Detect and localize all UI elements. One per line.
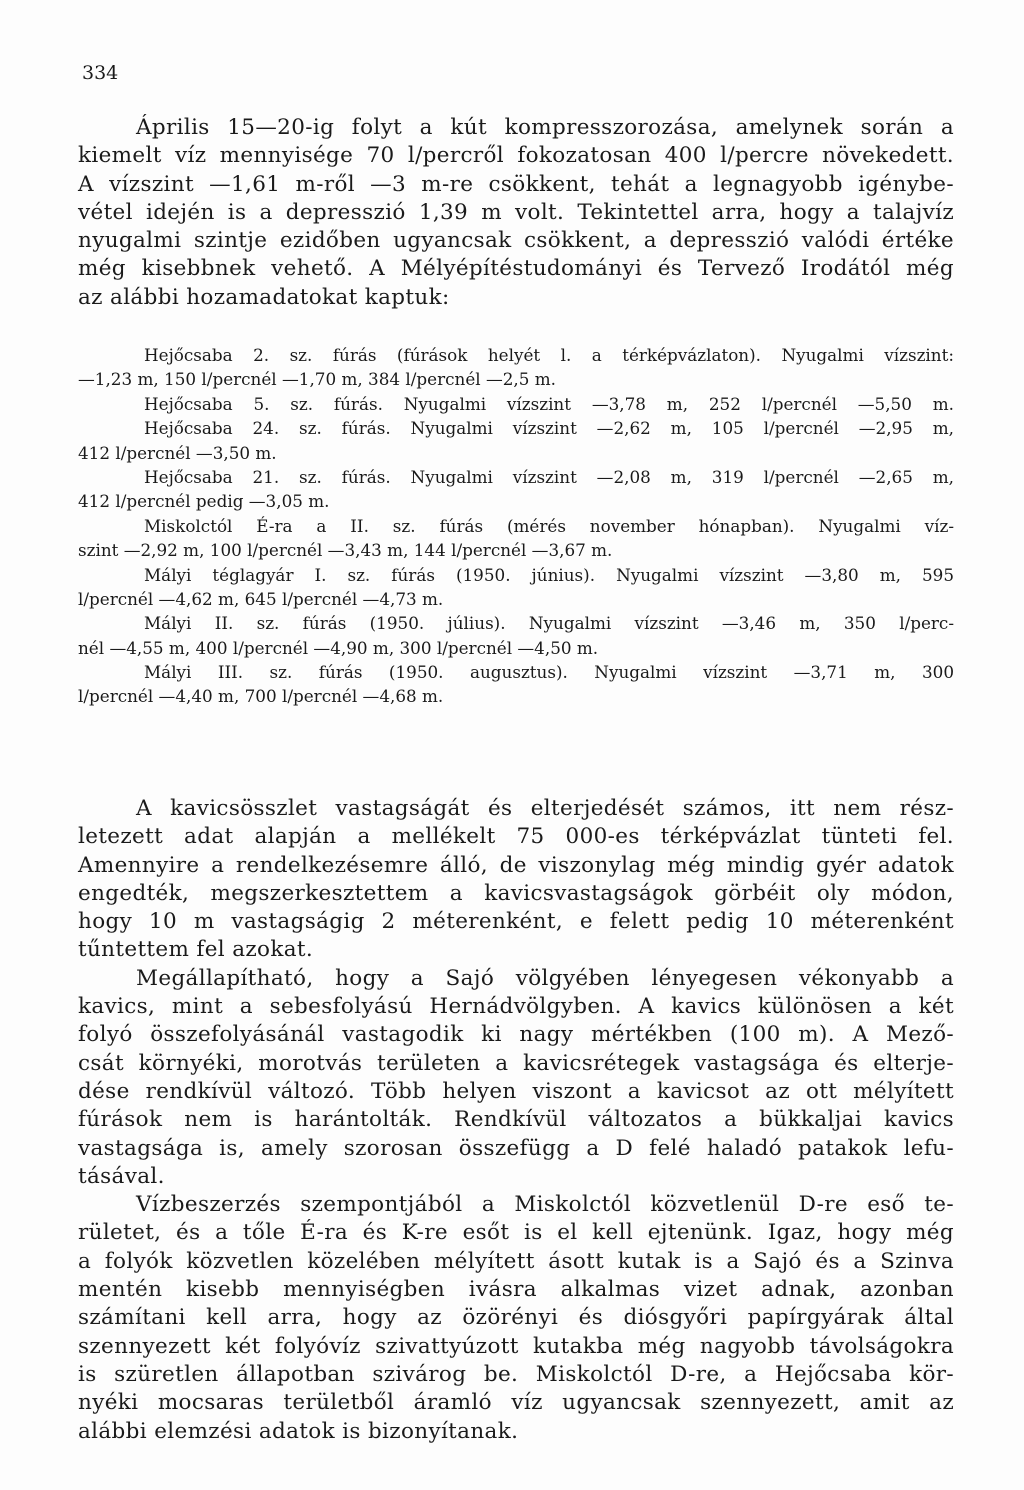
text-line: letezett adat alapján a mellékelt 75 000-es térképvázlat tünteti fel. <box>78 824 954 850</box>
text-line: is szüretlen állapotban szivárog be. Miskolctól D-re, a Hejőcsaba kör- <box>78 1361 954 1387</box>
intro-paragraph <box>78 114 954 312</box>
text-line: folyó összefolyásánál vastagodik ki nagy mértékben (100 m). A Mező- <box>78 1022 954 1048</box>
text-line: kiemelt víz mennyisége 70 l/percről fokozatosan 400 l/percre növekedett. <box>78 143 954 169</box>
text-line: nyéki mocsaras területből áramló víz ugyancsak szennyezett, amit az <box>78 1390 954 1416</box>
text-line: engedték, megszerkesztettem a kavicsvastagságok görbéit oly módon, <box>78 880 954 906</box>
text-line: Amennyire a rendelkezésemre álló, de viszonylag még mindig gyér adatok <box>78 852 954 878</box>
boring-records <box>78 343 954 709</box>
body-paragraphs <box>78 795 954 1446</box>
text-line: Mályi téglagyár I. sz. fúrás (1950. június). Nyugalmi vízszint —3,80 m, 595 <box>144 564 954 585</box>
text-line: l/percnél —4,62 m, 645 l/percnél —4,73 m. <box>78 588 444 609</box>
text-line: Hejőcsaba 24. sz. fúrás. Nyugalmi vízszint —2,62 m, 105 l/percnél —2,95 m, <box>144 418 954 439</box>
text-line: Hejőcsaba 2. sz. fúrás (fúrások helyét l. a térképvázlaton). Nyugalmi vízszint: <box>144 345 954 365</box>
page-number: 334 <box>82 62 119 84</box>
text-line: csát környéki, morotvás területen a kavicsrétegek vastagsága és elterje- <box>78 1050 954 1076</box>
text-line: mentén kisebb mennyiségben ivásra alkalmas vizet adnak, azonban <box>78 1277 954 1303</box>
text-line: dése rendkívül változó. Több helyen viszont a kavicsot az ott mélyített <box>78 1078 954 1104</box>
text-line: —1,23 m, 150 l/percnél —1,70 m, 384 l/percnél —2,5 m. <box>78 369 557 390</box>
text-line: az alábbi hozamadatokat kaptuk: <box>78 284 450 310</box>
text-line: kavics, mint a sebesfolyású Hernádvölgyben. A kavics különösen a két <box>78 994 954 1020</box>
text-line: Megállapítható, hogy a Sajó völgyében lényegesen vékonyabb a <box>136 965 954 991</box>
text-line: tűntettem fel azokat. <box>78 937 314 963</box>
text-line: 412 l/percnél —3,50 m. <box>78 442 277 463</box>
text-line: hogy 10 m vastagságig 2 méterenként, e felett pedig 10 méterenként <box>78 909 954 935</box>
text-line: számítani kell arra, hogy az özörényi és diósgyőri papírgyárak által <box>78 1305 954 1331</box>
text-line: szennyezett két folyóvíz szivattyúzott kutakba még nagyobb távolságokra <box>78 1333 954 1359</box>
text-line: 412 l/percnél pedig —3,05 m. <box>78 491 330 512</box>
text-line: Miskolctól É-ra a II. sz. fúrás (mérés november hónapban). Nyugalmi víz- <box>144 515 954 536</box>
text-line: A vízszint —1,61 m-ről —3 m-re csökkent, tehát a legnagyobb igénybe- <box>78 171 954 197</box>
text-line: l/percnél —4,40 m, 700 l/percnél —4,68 m. <box>78 686 444 707</box>
text-line: fúrások nem is harántolták. Rendkívül változatos a bükkaljai kavics <box>78 1107 954 1133</box>
text-line: nél —4,55 m, 400 l/percnél —4,90 m, 300 l/percnél —4,50 m. <box>78 637 599 658</box>
text-line: Április 15—20-ig folyt a kút kompresszorozása, amelynek során a <box>136 115 954 140</box>
text-line: nyugalmi szintje ezidőben ugyancsak csökkent, a depresszió valódi értéke <box>78 228 954 254</box>
text-line: tásával. <box>78 1163 165 1189</box>
text-line: rületet, és a tőle É-ra és K-re esőt is el kell ejtenünk. Igaz, hogy még <box>78 1220 954 1246</box>
text-line: Vízbeszerzés szempontjából a Miskolctól közvetlenül D-re eső te- <box>136 1192 954 1218</box>
text-line: Hejőcsaba 5. sz. fúrás. Nyugalmi vízszint —3,78 m, 252 l/percnél —5,50 m. <box>144 393 954 414</box>
text-line: vétel idején is a depresszió 1,39 m volt. Tekintettel arra, hogy a talajvíz <box>78 199 954 225</box>
text-line: szint —2,92 m, 100 l/percnél —3,43 m, 144 l/percnél —3,67 m. <box>78 540 613 561</box>
text-line: Hejőcsaba 21. sz. fúrás. Nyugalmi vízszint —2,08 m, 319 l/percnél —2,65 m, <box>144 466 954 487</box>
text-line: alábbi elemzési adatok is bizonyítanak. <box>78 1418 519 1444</box>
text-line: Mályi II. sz. fúrás (1950. július). Nyugalmi vízszint —3,46 m, 350 l/perc- <box>144 613 954 634</box>
text-line: még kisebbnek vehető. A Mélyépítéstudományi és Tervező Irodától még <box>78 256 954 282</box>
text-line: vastagsága is, amely szorosan összefügg a D felé haladó patakok lefu- <box>78 1135 954 1161</box>
text-line: Mályi III. sz. fúrás (1950. augusztus). Nyugalmi vízszint —3,71 m, 300 <box>144 662 954 683</box>
text-line: a folyók közvetlen közelében mélyített ásott kutak is a Sajó és a Szinva <box>78 1248 954 1274</box>
text-line: A kavicsösszlet vastagságát és elterjedését számos, itt nem rész- <box>136 796 954 821</box>
